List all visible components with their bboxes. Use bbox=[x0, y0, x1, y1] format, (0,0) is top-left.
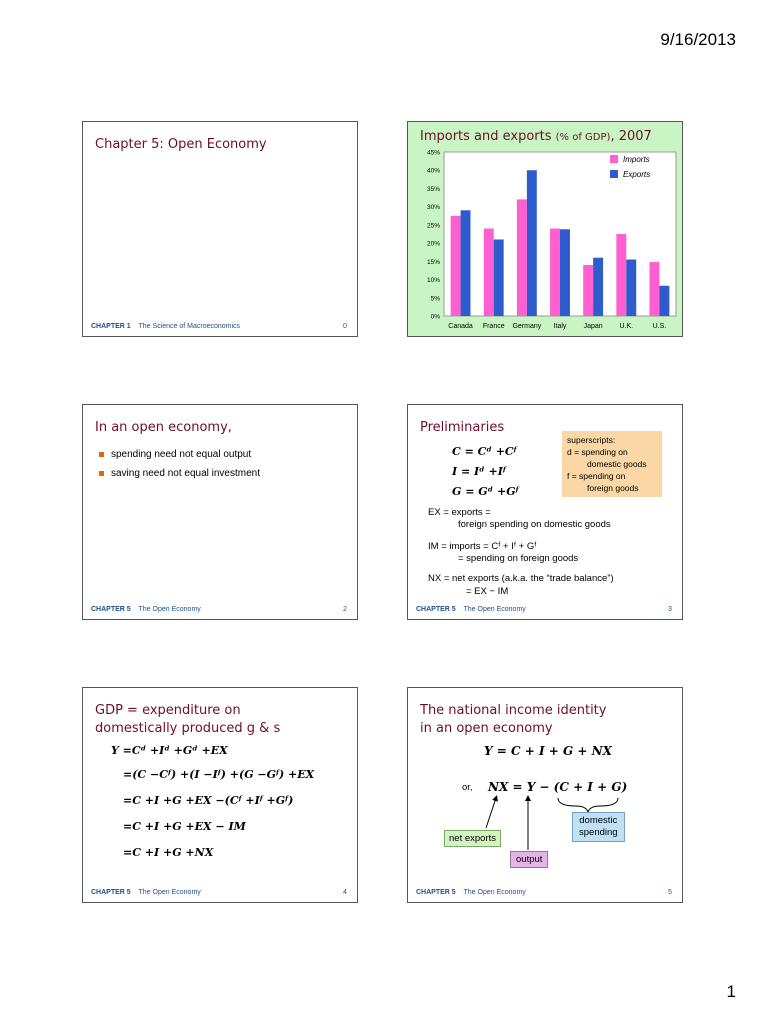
y-tick-label: 15% bbox=[426, 258, 440, 266]
footer-number: 0 bbox=[343, 323, 347, 330]
equation-line: =C +I +G +EX −(Cᶠ +Iᶠ +Gᶠ) bbox=[123, 794, 294, 807]
slide-4 bbox=[82, 687, 358, 903]
footer-number: 4 bbox=[343, 889, 347, 896]
note-line: f = spending on bbox=[567, 471, 626, 481]
bar-chart bbox=[408, 122, 682, 336]
slide-title: In an open economy, bbox=[95, 420, 232, 435]
ex-definition-detail: foreign spending on domestic goods bbox=[458, 519, 611, 530]
footer-chapter: CHAPTER 5 bbox=[91, 606, 131, 613]
ex-definition: EX = exports = bbox=[428, 507, 491, 518]
bar-imports-italy bbox=[550, 229, 560, 316]
equation-c: C = Cᵈ +Cᶠ bbox=[452, 445, 517, 458]
bar-imports-france bbox=[484, 229, 494, 316]
bar-exports-italy bbox=[560, 229, 570, 316]
y-tick-label: 45% bbox=[426, 149, 440, 157]
title-line: domestically produced g & s bbox=[95, 721, 281, 736]
nx-definition-detail: = EX − IM bbox=[466, 586, 509, 597]
equation-line: =C +I +G +NX bbox=[123, 846, 214, 859]
footer-text: The Science of Macroeconomics bbox=[138, 323, 241, 330]
slide-footer bbox=[91, 323, 351, 330]
y-tick-label: 35% bbox=[426, 185, 440, 193]
slide-2 bbox=[82, 404, 358, 620]
bar-exports-france bbox=[494, 239, 504, 316]
nx-definition: NX = net exports (a.k.a. the “trade balance”) bbox=[428, 573, 614, 584]
bar-exports-canada bbox=[461, 210, 471, 316]
identity-equation: Y = C + I + G + NX bbox=[484, 744, 612, 758]
equation-line: =(C −Cᶠ) +(I −Iᶠ) +(G −Gᶠ) +EX bbox=[123, 768, 315, 781]
slide-5 bbox=[407, 687, 683, 903]
slide-footer bbox=[91, 889, 351, 896]
footer-chapter: CHAPTER 1 bbox=[91, 323, 131, 330]
footer-text: The Open Economy bbox=[138, 606, 201, 613]
net-exports-arrow bbox=[486, 798, 496, 828]
domestic-spending-label bbox=[572, 812, 625, 842]
bar-imports-germany bbox=[517, 199, 527, 316]
legend-label-imports: Imports bbox=[623, 155, 650, 164]
im-definition: IM = imports = Cᶠ + Iᶠ + Gᶠ bbox=[428, 541, 537, 552]
x-tick-label: France bbox=[482, 323, 505, 330]
equation-line: Y =Cᵈ +Iᵈ +Gᵈ +EX bbox=[111, 744, 228, 757]
footer-text: The Open Economy bbox=[463, 606, 526, 613]
bar-exports-uk bbox=[626, 260, 636, 316]
y-tick-label: 5% bbox=[430, 295, 440, 303]
chart-title-year: , 2007 bbox=[610, 129, 652, 144]
im-definition-detail: = spending on foreign goods bbox=[458, 553, 579, 564]
y-tick-label: 40% bbox=[426, 167, 440, 175]
bullet-item: spending need not equal output bbox=[99, 449, 260, 460]
equation-i: I = Iᵈ +Iᶠ bbox=[452, 465, 506, 478]
or-label: or, bbox=[462, 782, 473, 793]
slide-1-chart bbox=[407, 121, 683, 337]
superscripts-note bbox=[562, 431, 662, 497]
equation-line: =C +I +G +EX − IM bbox=[123, 820, 246, 833]
bar-exports-japan bbox=[593, 258, 603, 316]
legend-swatch-imports bbox=[610, 155, 618, 163]
title-line: GDP = expenditure on bbox=[95, 703, 241, 718]
annotation-arrows bbox=[408, 688, 682, 902]
bar-imports-canada bbox=[451, 216, 461, 316]
y-tick-label: 30% bbox=[426, 204, 440, 212]
footer-number: 5 bbox=[668, 889, 672, 896]
x-tick-label: Germany bbox=[512, 323, 542, 330]
x-tick-label: U.K. bbox=[619, 323, 634, 330]
x-tick-label: U.S. bbox=[652, 323, 667, 330]
slide-footer bbox=[416, 889, 676, 896]
slide-footer bbox=[416, 606, 676, 613]
net-exports-label: net exports bbox=[444, 830, 501, 847]
title-line: The national income identity bbox=[420, 703, 607, 718]
footer-number: 3 bbox=[668, 606, 672, 613]
bar-imports-uk bbox=[616, 234, 626, 316]
slide-3 bbox=[407, 404, 683, 620]
slide-title bbox=[95, 702, 280, 738]
bullet-list bbox=[99, 449, 260, 487]
slide-footer bbox=[91, 606, 351, 613]
page-number: 1 bbox=[726, 982, 736, 1001]
y-tick-label: 25% bbox=[426, 222, 440, 230]
domestic-label-line: spending bbox=[579, 827, 618, 838]
note-line: domestic goods bbox=[587, 459, 647, 469]
legend-label-exports: Exports bbox=[623, 170, 651, 179]
footer-chapter: CHAPTER 5 bbox=[91, 889, 131, 896]
bar-imports-japan bbox=[583, 265, 593, 316]
bar-exports-germany bbox=[527, 170, 537, 316]
slide-title: Chapter 5: Open Economy bbox=[95, 137, 267, 152]
chart-title-main: Imports and exports bbox=[420, 129, 556, 144]
bar-imports-us bbox=[649, 262, 659, 316]
bullet-item: saving need not equal investment bbox=[99, 468, 260, 479]
y-tick-label: 20% bbox=[426, 240, 440, 248]
identity-alt-equation: NX = Y − (C + I + G) bbox=[488, 780, 628, 794]
footer-chapter: CHAPTER 5 bbox=[416, 889, 456, 896]
y-tick-label: 10% bbox=[426, 277, 440, 285]
domestic-label-line: domestic bbox=[579, 815, 618, 826]
footer-text: The Open Economy bbox=[463, 889, 526, 896]
y-tick-label: 0% bbox=[430, 313, 440, 321]
title-line: in an open economy bbox=[420, 721, 553, 736]
legend-swatch-exports bbox=[610, 170, 618, 178]
footer-number: 2 bbox=[343, 606, 347, 613]
slide-0 bbox=[82, 121, 358, 337]
bar-exports-us bbox=[659, 286, 669, 316]
chart-title-paren: (% of GDP) bbox=[555, 132, 611, 143]
note-line: foreign goods bbox=[587, 483, 639, 493]
x-tick-label: Italy bbox=[553, 323, 567, 330]
domestic-spending-brace bbox=[558, 798, 618, 812]
x-tick-label: Canada bbox=[448, 323, 473, 330]
slide-title: Preliminaries bbox=[420, 420, 505, 435]
x-tick-label: Japan bbox=[583, 323, 603, 330]
note-line: d = spending on bbox=[567, 447, 628, 457]
page-date: 9/16/2013 bbox=[660, 30, 736, 49]
footer-chapter: CHAPTER 5 bbox=[416, 606, 456, 613]
footer-text: The Open Economy bbox=[138, 889, 201, 896]
note-line: superscripts: bbox=[567, 435, 616, 445]
output-label: output bbox=[510, 851, 548, 868]
equation-g: G = Gᵈ +Gᶠ bbox=[452, 485, 519, 498]
